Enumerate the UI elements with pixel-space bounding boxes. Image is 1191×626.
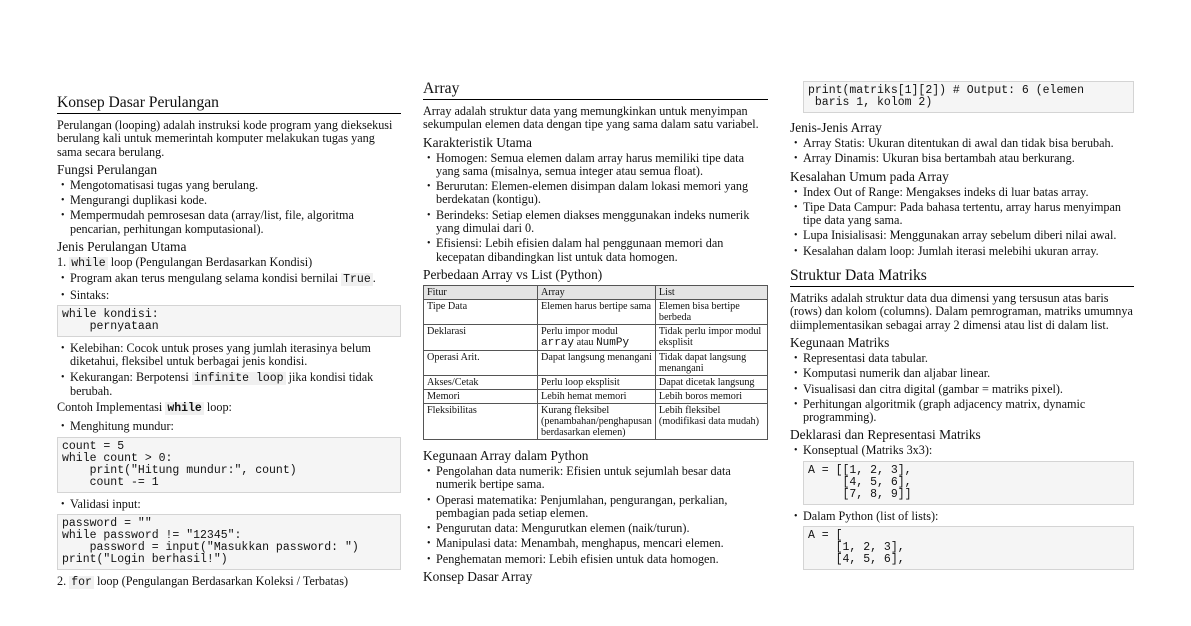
while-list [57, 272, 401, 302]
table-header-row [424, 285, 768, 299]
example-1 [57, 420, 401, 433]
text: atau [574, 336, 597, 348]
subheading-kesalahan: Kesalahan Umum pada Array [790, 168, 949, 184]
table-cell: Deklarasi [424, 324, 538, 350]
header-cell: List [655, 285, 767, 299]
code-block-python-matrix: A = [ [1, 2, 3], [4, 5, 6], [803, 526, 1134, 570]
header-cell: Array [538, 285, 656, 299]
table-cell: Memori [424, 389, 538, 403]
subheading-fungsi: Fungsi Perulangan [57, 161, 158, 177]
table-row [424, 324, 768, 350]
list-item: • Visualisasi dan citra digital (gambar = matriks pixel). [790, 383, 1134, 396]
list-item: • Perhitungan algoritmik (graph adjacency matrix, dynamic programming). [790, 398, 1134, 425]
list-item: • Lupa Inisialisasi: Menggunakan array sebelum diberi nilai awal. [790, 229, 1134, 242]
table-cell: Lebih boros memori [655, 389, 767, 403]
list-item: • Validasi input: [57, 498, 401, 511]
table-cell: Lebih fleksibel (modifikasi data mudah) [655, 403, 767, 439]
list-item: • Mengurangi duplikasi kode. [57, 194, 401, 207]
inline-code: infinite loop [193, 371, 284, 385]
text: Program akan terus mengulang selama kondisi bernilai [70, 271, 342, 286]
list-item: • Mempermudah pemrosesan data (array/list, file, algoritma pencarian, perhitungan komputasional). [57, 209, 401, 236]
table-cell: Fleksibilitas [424, 403, 538, 439]
while-pros-cons [57, 342, 401, 398]
inline-code: True [343, 273, 371, 287]
jenis-array-list [790, 137, 1134, 166]
numbered-heading-while [57, 256, 401, 270]
list-item: • Tipe Data Campur: Pada bahasa tertentu, array harus menyimpan tipe data yang sama. [790, 201, 1134, 228]
table-cell: Tidak perlu impor modul eksplisit [655, 324, 767, 350]
table-cell: Operasi Arit. [424, 350, 538, 375]
table-cell: Tipe Data [424, 299, 538, 324]
text: . [372, 271, 376, 286]
list-item: • Efisiensi: Lebih efisien dalam hal penggunaan memori dan kecepatan dibandingkan list untuk data homogen. [423, 237, 768, 264]
column-3 [790, 81, 1134, 575]
list-item: • Index Out of Range: Mengakses indeks di luar batas array. [790, 186, 1134, 199]
table-cell: Dapat dicetak langsung [655, 375, 767, 389]
subheading-perbedaan: Perbedaan Array vs List (Python) [423, 266, 603, 282]
text: jika kondisi tidak berubah. [70, 369, 374, 398]
list-item: • Penghematan memori: Lebih efisien untuk data homogen. [423, 553, 768, 566]
heading-text: loop (Pengulangan Berdasarkan Koleksi / Terbatas) [93, 574, 349, 589]
code-block-konseptual: A = [[1, 2, 3], [4, 5, 6], [7, 8, 9]] [803, 461, 1134, 505]
list-item: • Kesalahan dalam loop: Jumlah iterasi melebihi ukuran array. [790, 245, 1134, 258]
table-cell: Akses/Cetak [424, 375, 538, 389]
column-1 [57, 94, 401, 591]
list-item: • Sintaks: [57, 289, 401, 302]
list-item: • Array Dinamis: Ukuran bisa bertambah atau berkurang. [790, 152, 1134, 165]
list-item: • Pengurutan data: Mengurutkan elemen (naik/turun). [423, 522, 768, 535]
code-block-while-syntax: while kondisi: pernyataan [57, 305, 401, 337]
list-item: • Mengotomatisasi tugas yang berulang. [57, 179, 401, 192]
code-block-countdown: count = 5 while count > 0: print("Hitung mundur:", count) count -= 1 [57, 437, 401, 493]
table-cell: Elemen harus bertipe sama [538, 299, 656, 324]
list-item: • Operasi matematika: Penjumlahan, pengurangan, perkalian, pembagian pada setiap elemen. [423, 494, 768, 521]
intro-paragraph: Array adalah struktur data yang memungkinkan untuk menyimpan sekumpulan elemen data dengan tipe yang sama dalam satu variabel. [423, 104, 759, 132]
list-item: • Array Statis: Ukuran ditentukan di awal dan tidak bisa berubah. [790, 137, 1134, 150]
table-cell: Elemen bisa bertipe berbeda [655, 299, 767, 324]
code-block-print-matriks: print(matriks[1][2]) # Output: 6 (elemen baris 1, kolom 2) [803, 81, 1134, 113]
header-cell: Fitur [424, 285, 538, 299]
fungsi-list [57, 179, 401, 236]
text: loop: [203, 400, 232, 415]
section-title-matriks: Struktur Data Matriks [790, 267, 1134, 287]
konseptual-item [790, 444, 1134, 457]
matriks-intro: Matriks adalah struktur data dua dimensi yang tersusun atas baris (rows) dan kolom (columns). Dalam pemrograman, matriks umumnya diimplementasikan sebagai array 2 dimensi atau list di dalam list. [790, 291, 1133, 332]
heading-text: loop (Pengulangan Berdasarkan Kondisi) [107, 255, 313, 270]
table-cell: Lebih hemat memori [538, 389, 656, 403]
text: Contoh Implementasi [57, 400, 166, 415]
subheading-deklarasi: Deklarasi dan Representasi Matriks [790, 427, 981, 443]
table-cell: Tidak dapat langsung menangani [655, 350, 767, 375]
list-item: • Dalam Python (list of lists): [790, 510, 1134, 523]
list-item: • Homogen: Semua elemen dalam array harus memiliki tipe data yang sama (misalnya, semua integer atau semua float). [423, 152, 768, 179]
subheading-jenis-array: Jenis-Jenis Array [790, 120, 882, 135]
subheading-konsep-array: Konsep Dasar Array [423, 569, 533, 585]
text: Perlu impor modul [541, 325, 618, 337]
list-item: • Berurutan: Elemen-elemen disimpan dalam lokasi memori yang berdekatan (kontigu). [423, 180, 768, 207]
kegunaan-matriks-list [790, 352, 1134, 424]
list-item [57, 371, 401, 399]
list-item: • Pengolahan data numerik: Efisien untuk sejumlah besar data numerik bertipe sama. [423, 465, 768, 492]
table-row [424, 403, 768, 439]
inline-code: NumPy [596, 336, 630, 349]
example-2 [57, 498, 401, 511]
inline-code: while [71, 257, 106, 271]
list-item: • Konseptual (Matriks 3x3): [790, 444, 1134, 457]
array-vs-list-table [423, 285, 768, 440]
numbered-heading-for [57, 575, 401, 589]
kesalahan-list [790, 186, 1134, 258]
table-row [424, 350, 768, 375]
list-item: • Menghitung mundur: [57, 420, 401, 433]
subheading-jenis: Jenis Perulangan Utama [57, 239, 187, 255]
table-row [424, 375, 768, 389]
table-row [424, 299, 768, 324]
text: Kekurangan: Berpotensi [70, 369, 192, 384]
section-title-array: Array [423, 80, 768, 100]
inline-code: for [71, 576, 92, 590]
list-item [57, 272, 401, 286]
inline-code: array [541, 336, 575, 349]
list-item: • Berindeks: Setiap elemen diakses menggunakan indeks numerik yang dimulai dari 0. [423, 209, 768, 236]
table-cell: Perlu loop eksplisit [538, 375, 656, 389]
column-2 [423, 80, 768, 586]
number-label: 2. [57, 574, 67, 589]
karakteristik-list [423, 152, 768, 264]
python-item [790, 510, 1134, 523]
subheading-karakteristik: Karakteristik Utama [423, 134, 532, 150]
kegunaan-array-list [423, 465, 768, 566]
contoh-heading [57, 401, 401, 415]
list-item: • Representasi data tabular. [790, 352, 1134, 365]
list-item: • Manipulasi data: Menambah, menghapus, mencari elemen. [423, 537, 768, 550]
section-title-konsep-perulangan: Konsep Dasar Perulangan [57, 94, 401, 114]
inline-code: while [167, 402, 202, 416]
code-block-password: password = "" while password != "12345": password = input("Masukkan password: ") print("Login berhasil!") [57, 514, 401, 570]
subheading-kegunaan-matriks: Kegunaan Matriks [790, 334, 890, 350]
list-item: • Kelebihan: Cocok untuk proses yang jumlah iterasinya belum diketahui, fleksibel untuk berbagai jenis kondisi. [57, 342, 401, 369]
table-row [424, 389, 768, 403]
table-cell: Dapat langsung menangani [538, 350, 656, 375]
list-item: • Komputasi numerik dan aljabar linear. [790, 367, 1134, 380]
number-label: 1. [57, 255, 67, 270]
subheading-kegunaan-array: Kegunaan Array dalam Python [423, 447, 589, 463]
intro-paragraph: Perulangan (looping) adalah instruksi kode program yang dieksekusi berulang kali untuk memerintah komputer melakukan tugas yang sama secara berulang. [57, 118, 393, 159]
table-cell: Kurang fleksibel (penambahan/penghapusan berdasarkan elemen) [538, 403, 656, 439]
table-cell [538, 324, 656, 350]
